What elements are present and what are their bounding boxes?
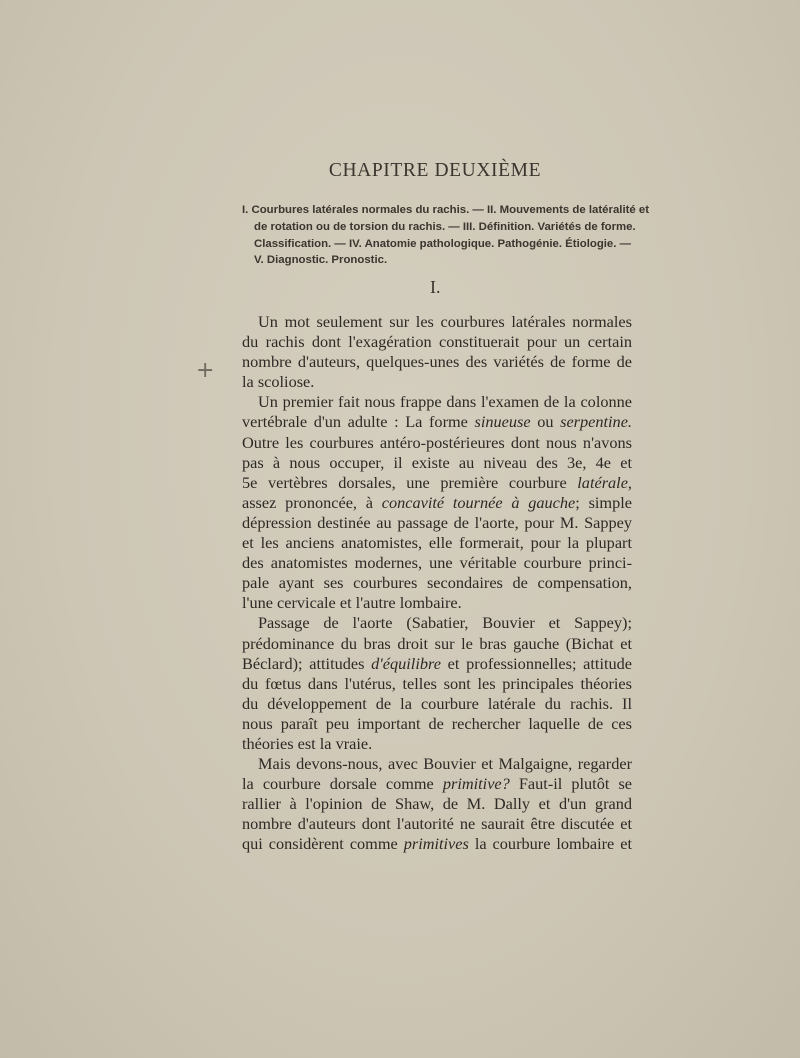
margin-pencil-mark: +: [196, 358, 215, 383]
text-line: et les anciens anatomistes, elle formerait, pour la plupart: [242, 533, 632, 553]
text-line: Mais devons-nous, avec Bouvier et Malgaigne, regarder: [258, 754, 632, 774]
text-line: théories est la vraie.: [242, 733, 373, 753]
text-line: qui considèrent comme primitives la courbure lombaire et: [242, 834, 632, 854]
section-number: I.: [430, 277, 441, 297]
text-line: nous paraît peu important de rechercher laquelle de ces: [242, 713, 632, 733]
text-line: nombre d'auteurs dont l'autorité ne saurait être discutée et: [242, 814, 632, 834]
text-line: 5e vertèbres dorsales, une première courbure latérale,: [242, 472, 632, 492]
summary-line: de rotation ou de torsion du rachis. — III. Définition. Variétés de forme.: [254, 220, 636, 233]
text-line: Passage de l'aorte (Sabatier, Bouvier et Sappey);: [258, 613, 632, 633]
text-line: prédominance du bras droit sur le bras gauche (Bichat et: [242, 633, 632, 653]
text-line: Béclard); attitudes d'équilibre et professionnelles; attitude: [242, 653, 632, 673]
text-line: assez prononcée, à concavité tournée à gauche; simple: [242, 492, 632, 512]
text-line: du fœtus dans l'utérus, telles sont les principales théories: [242, 673, 632, 693]
text-line: Un mot seulement sur les courbures latérales normales: [258, 312, 632, 331]
chapter-summary: [242, 202, 650, 269]
text-line: pale ayant ses courbures secondaires de compensation,: [242, 573, 632, 593]
text-line: des anatomistes modernes, une véritable courbure princi-: [242, 553, 632, 573]
text-line: dépression destinée au passage de l'aorte, pour M. Sappey: [242, 512, 632, 532]
text-line: la scoliose.: [242, 372, 315, 392]
summary-line: I. Courbures latérales normales du rachis. — II. Mouvements de latéralité et: [242, 204, 650, 216]
summary-line: Classification. — IV. Anatomie pathologique. Pathogénie. Étiologie. —: [254, 237, 631, 250]
chapter-title: CHAPITRE DEUXIÈME: [328, 160, 542, 181]
text-line: du rachis dont l'exagération constituerait pour un certain: [242, 332, 632, 352]
text-line: l'une cervicale et l'autre lombaire.: [242, 593, 462, 613]
text-line: rallier à l'opinion de Shaw, de M. Dally et d'un grand: [242, 794, 632, 814]
text-line: la courbure dorsale comme primitive? Faut-il plutôt se: [242, 774, 633, 794]
text-line: vertébrale d'un adulte : La forme sinueuse ou serpentine.: [242, 412, 632, 432]
text-line: Un premier fait nous frappe dans l'examen de la colonne: [258, 392, 632, 412]
body-text: [242, 312, 632, 855]
text-line: du développement de la courbure latérale du rachis. Il: [242, 693, 632, 713]
text-line: pas à nous occuper, il existe au niveau des 3e, 4e et: [242, 452, 632, 472]
summary-line: V. Diagnostic. Pronostic.: [254, 254, 388, 267]
text-line: Outre les courbures antéro-postérieures dont nous n'avons: [242, 432, 632, 452]
text-line: nombre d'auteurs, quelques-unes des variétés de forme de: [242, 352, 632, 372]
